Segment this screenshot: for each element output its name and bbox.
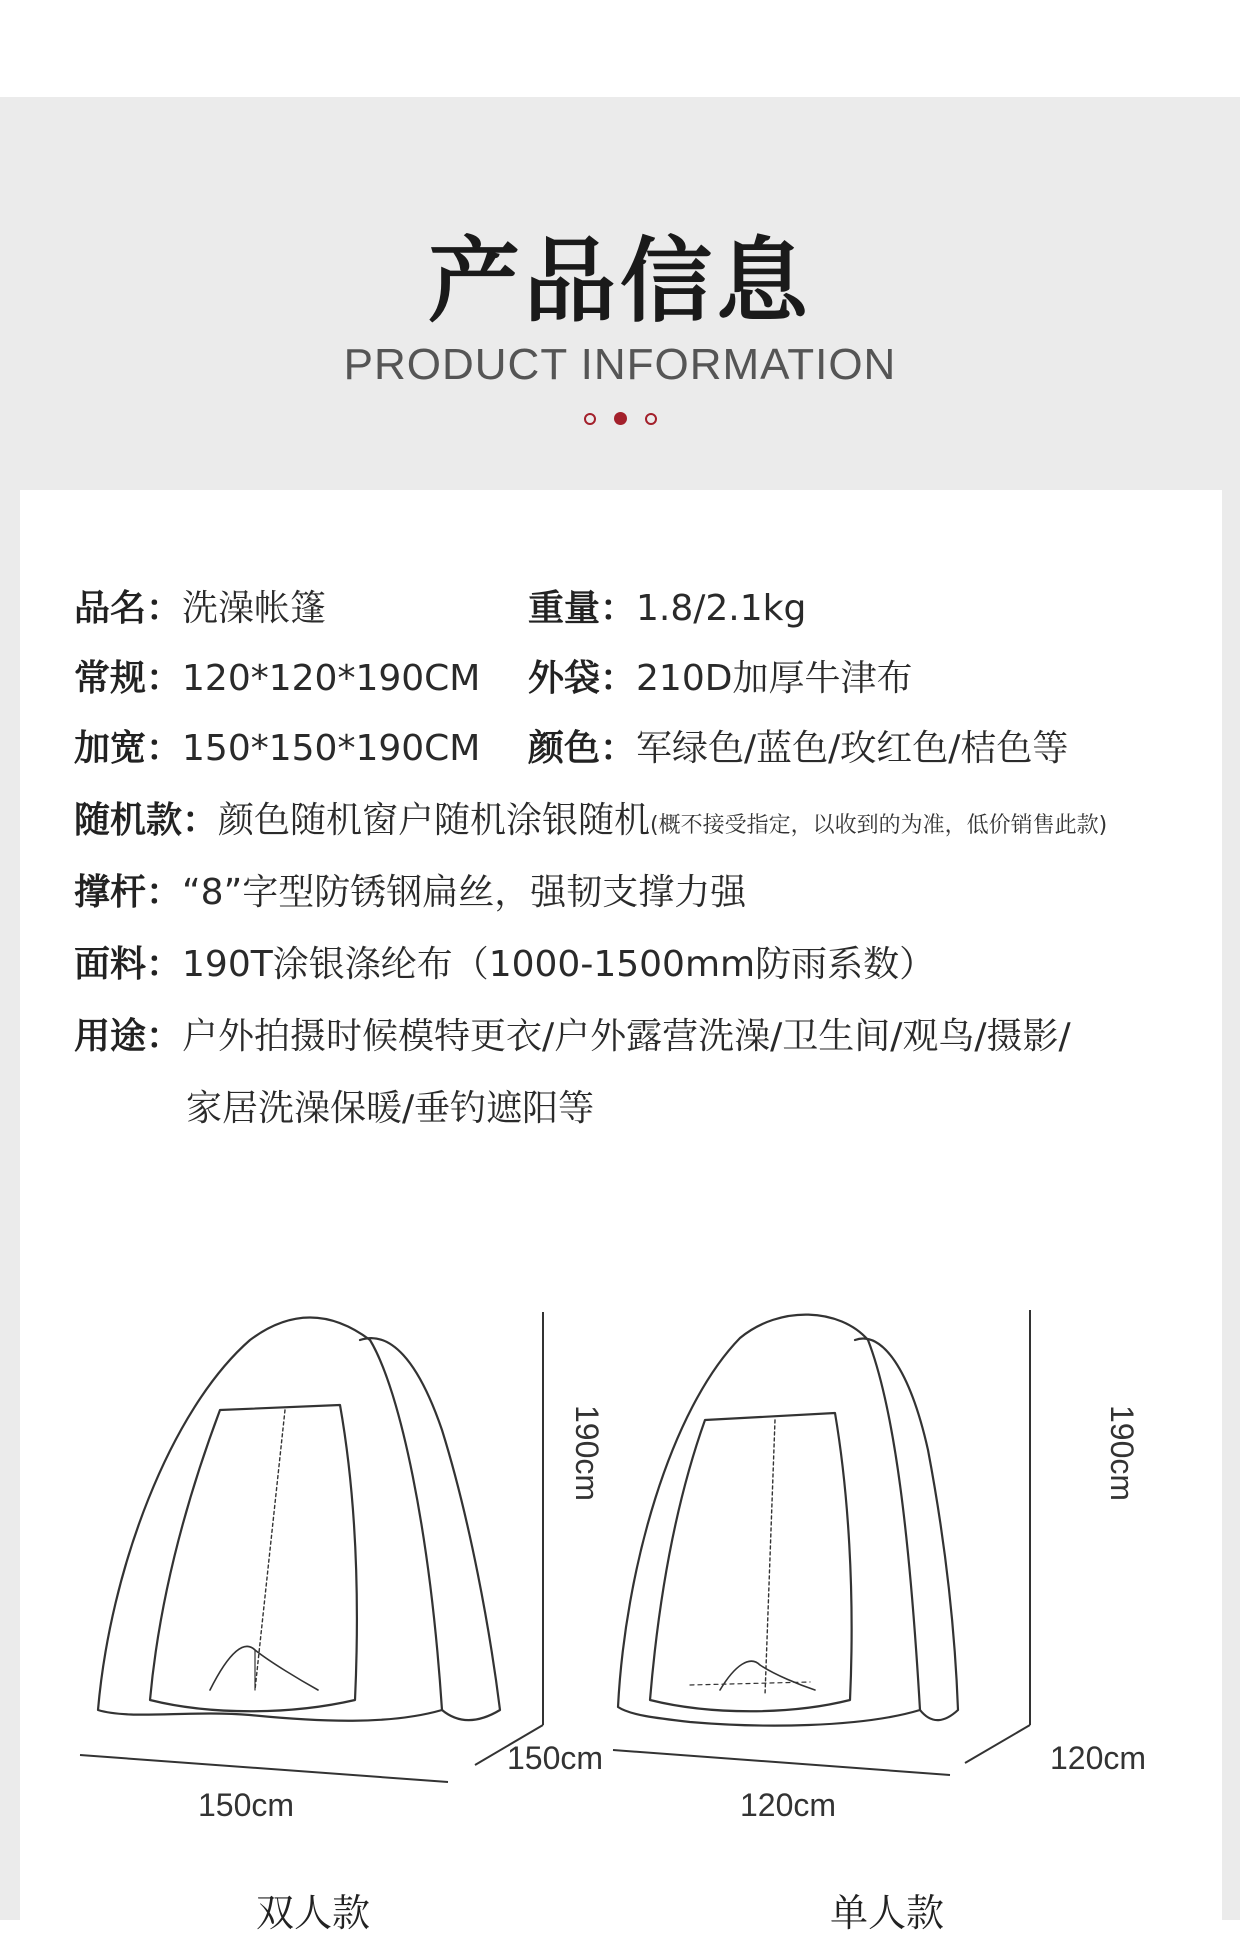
spec-label: 加宽：	[74, 728, 183, 769]
spec-fabric	[74, 936, 935, 987]
double-width-dimension: 150cm	[198, 1787, 295, 1823]
dot-ring-right	[645, 413, 657, 425]
spec-note: (概不接受指定，以收到的为准，低价销售此款)	[650, 813, 1108, 838]
spec-value: 家居洗澡保暖/垂钓遮阳等	[186, 1088, 595, 1129]
double-tent-caption: 双人款	[256, 1891, 371, 1935]
single-width-dimension: 120cm	[740, 1787, 837, 1823]
spec-usage-continued	[186, 1080, 594, 1131]
spec-outer-bag	[528, 650, 912, 701]
spec-value: 洗澡帐篷	[182, 588, 327, 629]
single-tent-caption: 单人款	[830, 1891, 945, 1935]
spec-value: 190T涂银涤纶布（1000-1500mm防雨系数）	[182, 944, 936, 985]
info-card	[20, 490, 1222, 1935]
spec-regular-size	[74, 650, 480, 701]
spec-value: 颜色随机窗户随机涂银随机	[218, 800, 651, 841]
spec-label: 随机款：	[74, 800, 219, 841]
spec-name	[74, 580, 326, 631]
spec-label: 面料：	[74, 944, 183, 985]
spec-label: 常规：	[74, 658, 183, 699]
spec-value: 户外拍摄时候模特更衣/户外露营洗澡/卫生间/观鸟/摄影/	[182, 1016, 1071, 1057]
single-depth-dimension: 120cm	[1050, 1740, 1147, 1776]
spec-value: “8”字型防锈钢扁丝，强韧支撑力强	[182, 872, 747, 913]
top-margin	[0, 0, 1240, 97]
spec-weight	[528, 580, 806, 631]
spec-usage	[74, 1008, 1071, 1059]
spec-value: 150*150*190CM	[182, 728, 481, 769]
single-height-dimension: 190cm	[1104, 1405, 1140, 1502]
spec-label: 外袋：	[528, 658, 637, 699]
dot-filled	[614, 412, 627, 425]
double-height-dimension: 190cm	[569, 1405, 605, 1502]
page-title: 产品信息	[427, 228, 812, 335]
decorative-dots	[0, 408, 1240, 427]
spec-value: 军绿色/蓝色/玫红色/桔色等	[636, 728, 1069, 769]
dot-ring-left	[584, 413, 596, 425]
spec-label: 颜色：	[528, 728, 637, 769]
spec-label: 用途：	[74, 1016, 183, 1057]
double-depth-dimension: 150cm	[507, 1740, 604, 1776]
spec-color	[528, 720, 1068, 771]
spec-value: 1.8/2.1kg	[636, 588, 807, 629]
spec-label: 重量：	[528, 588, 637, 629]
spec-label: 撑杆：	[74, 872, 183, 913]
spec-value: 210D加厚牛津布	[636, 658, 913, 699]
spec-value: 120*120*190CM	[182, 658, 481, 699]
page-subtitle: PRODUCT INFORMATION	[343, 340, 897, 389]
spec-random-style	[74, 792, 1107, 843]
spec-label: 品名：	[74, 588, 183, 629]
spec-pole	[74, 864, 746, 915]
spec-wide-size	[74, 720, 480, 771]
